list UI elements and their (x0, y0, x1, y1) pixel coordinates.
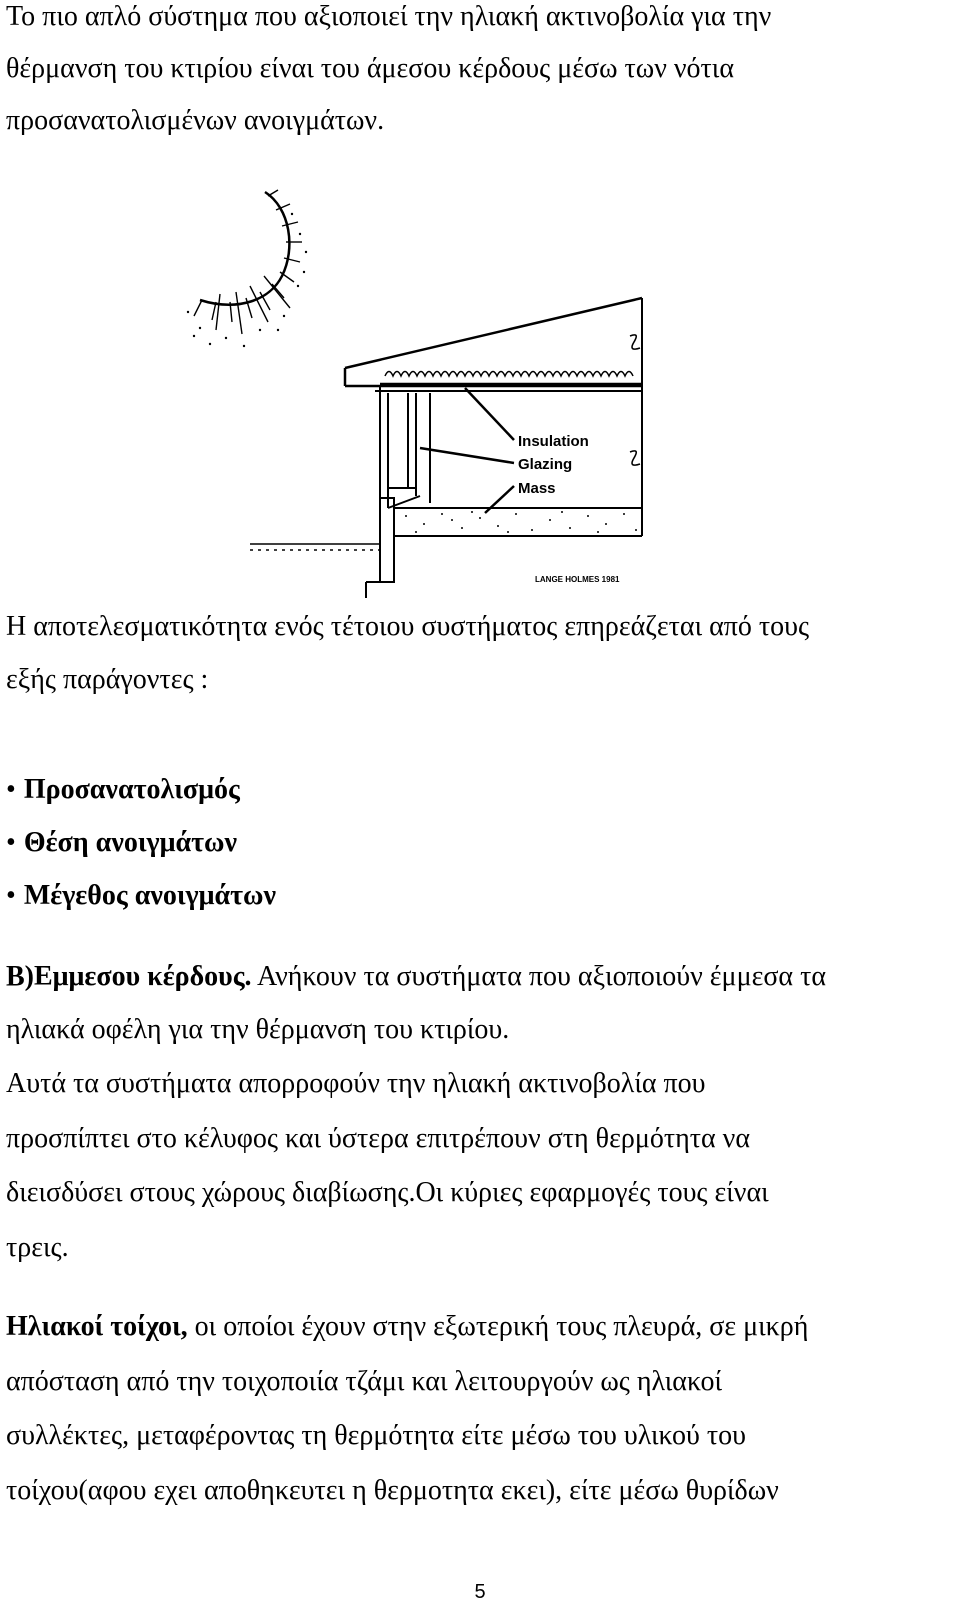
bullet-opening-size: Μέγεθος ανοιγμάτων (23, 880, 276, 911)
label-mass: Mass (518, 480, 556, 497)
label-glazing: Glazing (518, 456, 573, 473)
list-item: • Θέση ανοιγμάτων (6, 827, 237, 858)
roof (345, 298, 642, 386)
solar-walls-line-2: απόσταση από την τοιχοποιία τζάμι και λειτουργούν ως ηλιακοί (6, 1366, 722, 1397)
indirect-line-1 (6, 960, 826, 994)
direct-gain-diagram (180, 188, 660, 600)
intro-line-2: θέρμανση του κτιρίου είναι του άμεσου κέρδους μέσω των νότια (6, 53, 734, 84)
intro-line-1: Το πιο απλό σύστημα που αξιοποιεί την ηλιακή ακτινοβολία για την (6, 1, 772, 32)
indirect-line-5: διεισδύσει στους χώρους διαβίωσης.Οι κύριες εφαρμογές τους είναι (6, 1177, 769, 1208)
insulation-layer (385, 372, 633, 377)
bullet-orientation: Προσανατολισμός (23, 774, 240, 805)
solar-walls-heading: Ηλιακοί τοίχοι, (6, 1311, 188, 1342)
indirect-line-2: ηλιακά οφέλη για την θέρμανση του κτιρίου. (6, 1014, 510, 1045)
solar-walls-line-4: τοίχου(αφου εχει αποθηκευτει η θερμοτητα εκει), είτε μέσω θυρίδων (6, 1475, 779, 1506)
list-item: • Προσανατολισμός (6, 774, 240, 805)
effectiveness-line-1: Η αποτελεσματικότητα ενός τέτοιου συστήματος επηρεάζεται από τους (6, 611, 810, 642)
intro-line-3: προσανατολισμένων ανοιγμάτων. (6, 105, 385, 136)
indirect-line-4: προσπίπτει στο κέλυφος και ύστερα επιτρέπουν στη θερμότητα να (6, 1123, 750, 1154)
indirect-line-1-text: Ανήκουν τα συστήματα που αξιοποιούν έμμεσα τα (251, 961, 827, 992)
solar-walls-line-1-text: οι οποίοι έχουν στην εξωτερική τους πλευρά, σε μικρή (187, 1311, 809, 1342)
figure-credit: LANGE HOLMES 1981 (535, 575, 620, 584)
mass-floor (394, 508, 642, 536)
break-marks (630, 335, 640, 465)
indirect-line-3: Αυτά τα συστήματα απορροφούν την ηλιακή ακτινοβολία που (6, 1068, 706, 1099)
glazing-wall (380, 386, 430, 578)
indirect-heading: Β)Εμμεσου κέρδους. (6, 961, 252, 992)
sun-icon (187, 190, 307, 347)
solar-walls-line-1 (6, 1310, 808, 1344)
ground (250, 544, 380, 550)
label-leaders (420, 388, 514, 513)
foundation (366, 498, 394, 598)
solar-walls-line-3: συλλέκτες, μεταφέροντας τη θερμότητα είτε μέσω του υλικού του (6, 1420, 747, 1451)
page-number: 5 (474, 1581, 486, 1603)
label-insulation: Insulation (518, 433, 589, 450)
effectiveness-line-2: εξής παράγοντες : (6, 664, 209, 695)
indirect-line-6: τρεις. (6, 1232, 69, 1263)
bullet-opening-position: Θέση ανοιγμάτων (23, 827, 237, 858)
list-item: • Μέγεθος ανοιγμάτων (6, 880, 276, 911)
